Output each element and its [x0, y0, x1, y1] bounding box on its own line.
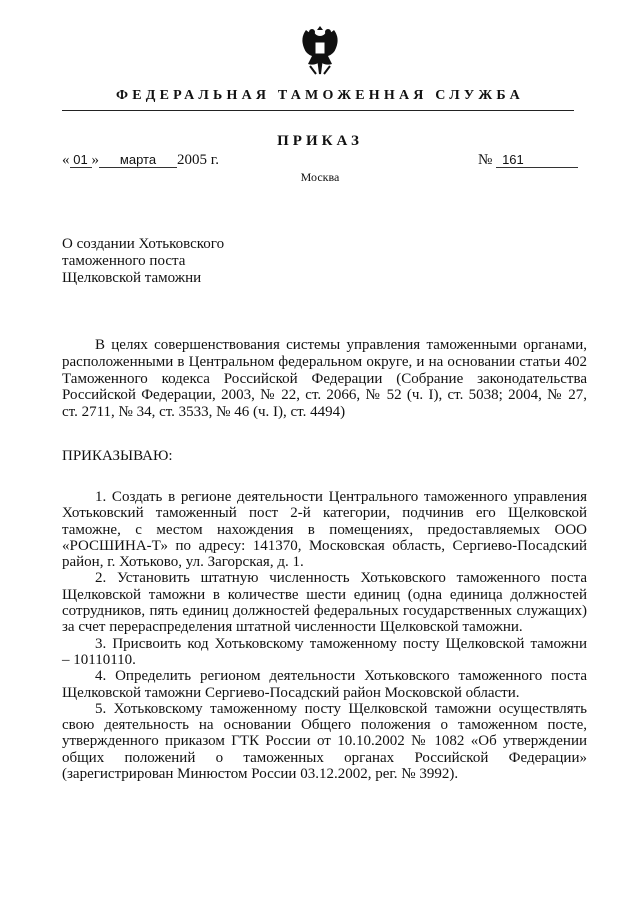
text-line: Таможенного кодекса Российской Федерации (Собрание законодательства — [62, 370, 587, 387]
text-line: район, г. Хотьково, ул. Загорская, д. 1. — [62, 554, 304, 571]
text-line: 2. Установить штатную численность Хотьковского таможенного поста — [95, 570, 587, 587]
text-line: «РОСШИНА-Т» по адресу: 141370, Московская область, Сергиево-Посадский — [62, 537, 587, 554]
text-line: 1. Создать в регионе деятельности Центрального таможенного управления — [95, 489, 587, 505]
document-number — [478, 152, 578, 169]
date-month: марта — [99, 152, 177, 168]
number-sign: № — [478, 152, 493, 168]
text-line: ст. 2711, № 34, ст. 3533, № 46 (ч. I), ст. 4494) — [62, 404, 346, 421]
coat-of-arms-emblem — [296, 22, 344, 78]
city: Москва — [300, 170, 340, 184]
text-line: таможне, с местом нахождения в помещениях, предоставляемых ООО — [62, 521, 587, 538]
preamble-paragraph — [62, 337, 587, 421]
text-line: общих положений о таможенных органах Российской Федерации» — [62, 749, 587, 766]
organization-name: ФЕДЕРАЛЬНАЯ ТАМОЖЕННАЯ СЛУЖБА — [116, 88, 524, 103]
text-line: утвержденного приказом ГТК России от 10.10.2002 № 1082 «Об утверждении — [62, 733, 587, 750]
document-type: ПРИКАЗ — [277, 133, 363, 149]
order-items — [62, 489, 587, 782]
header-divider — [62, 110, 574, 111]
date-close-quote: » — [91, 152, 99, 168]
text-line: (зарегистрирован Минюстом России 03.12.2002, рег. № 3992). — [62, 766, 459, 783]
order-item-1 — [62, 489, 587, 570]
subject-line: таможенного поста — [62, 253, 186, 269]
text-line: сотрудников, пять единиц должностей федеральных государственных служащих) — [62, 603, 587, 620]
text-line: Российской Федерации, 2003, № 22, ст. 2066, № 52 (ч. I), ст. 5038; 2004, № 27, — [62, 387, 587, 404]
text-line: – 10110110. — [62, 651, 136, 668]
subject-line: Щелковской таможни — [62, 270, 202, 286]
text-line: В целях совершенствования системы управления таможенными органами, — [95, 337, 587, 353]
document-date — [62, 152, 219, 169]
text-line: Хотьковский таможенный пост 2-й категории, подчинив его Щелковской — [62, 505, 587, 522]
date-open-quote: « — [62, 152, 70, 168]
document-subject — [62, 236, 224, 287]
text-line: за счет перераспределения штатной численности Щелковской таможни. — [62, 619, 523, 636]
text-line: Щелковской таможни в количестве шести единиц (одна единица должностей — [62, 586, 587, 603]
subject-line: О создании Хотьковского — [62, 236, 225, 252]
text-line: Щелковской таможни Сергиево-Посадский район Московской области. — [62, 684, 520, 701]
number-value: 161 — [496, 152, 578, 168]
order-item-2 — [62, 570, 587, 635]
text-line: 5. Хотьковскому таможенному посту Щелковской таможни осуществлять — [95, 700, 587, 717]
date-year: 2005 г. — [177, 152, 219, 168]
date-day: 01 — [70, 152, 92, 168]
text-line: 4. Определить регионом деятельности Хотьковского таможенного поста — [95, 668, 587, 685]
text-line: 3. Присвоить код Хотьковскому таможенному посту Щелковской таможни — [95, 635, 587, 652]
order-item-5 — [62, 701, 587, 782]
order-item-3 — [62, 636, 587, 669]
text-line: расположенными в Центральном федеральном округе, и на основании статьи 402 — [62, 353, 587, 370]
order-word: ПРИКАЗЫВАЮ: — [62, 448, 173, 464]
text-line: свою деятельность на основании Общего положения о таможенном посте, — [62, 717, 587, 734]
order-item-4 — [62, 668, 587, 701]
